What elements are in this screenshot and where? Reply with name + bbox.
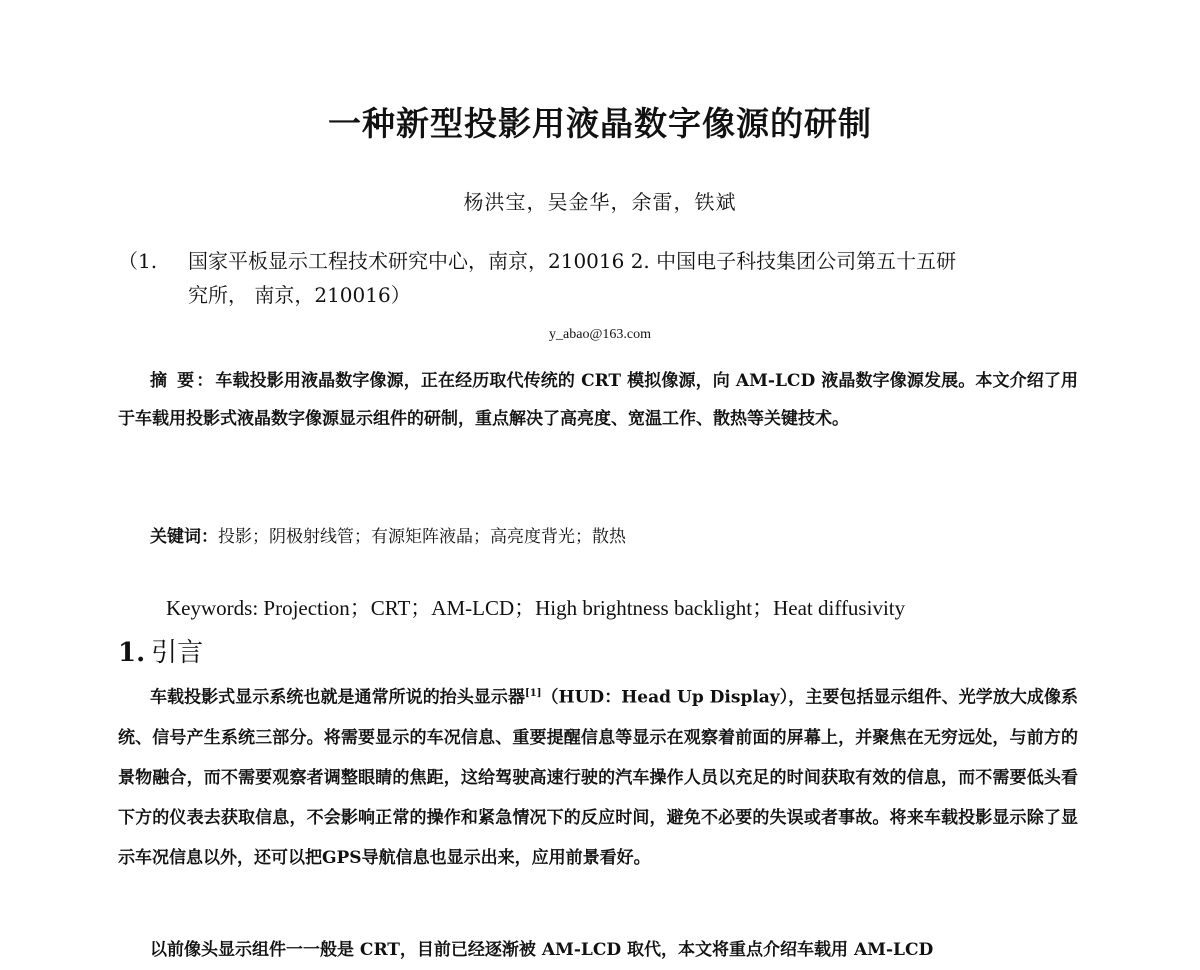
citation-ref: [1] bbox=[525, 688, 542, 699]
affiliation bbox=[118, 244, 1078, 312]
keywords-chinese bbox=[150, 522, 626, 547]
affiliation-line-2: 究所， 南京，210016） bbox=[188, 283, 411, 307]
affiliation-text-1: 国家平板显示工程技术研究中心，南京，210016 2. 中国电子科技集团公司第五十五研 bbox=[188, 249, 957, 273]
keywords-english: Keywords: Projection；CRT；AM-LCD；High brightness backlight；Heat diffusivity bbox=[166, 596, 906, 620]
author-email: y_abao@163.com bbox=[549, 327, 651, 342]
author-list: 杨洪宝，吴金华，余雷，铁斌 bbox=[463, 190, 737, 214]
section-title: 引言 bbox=[151, 638, 204, 668]
keywords-chinese-label: 关键词： bbox=[150, 527, 218, 547]
body-paragraph-1 bbox=[118, 674, 1078, 878]
affiliation-number: （1. bbox=[118, 249, 158, 273]
section-heading bbox=[118, 632, 203, 669]
keywords-chinese-text: 投影；阴极射线管；有源矩阵液晶；高亮度背光；散热 bbox=[218, 527, 626, 547]
affiliation-line-1 bbox=[118, 244, 1078, 278]
paragraph-1-part-b: （HUD：Head Up Display），主要包括显示组件、光学放大成像系统、信号产生系统三部分。将需要显示的车况信息、重要提醒信息等显示在观察着前面的屏幕上，并聚焦在无穷远处，与前方的景物融合，而不需要观察者调整眼睛的焦距，这给驾驶高速行驶的汽车操作人员以充足的时间获取有效的信息，而不需要低头看下方的仪表去获取信息，不会影响正常的操作和紧急情况下的反应时间，避免不必要的失误或者事故。将来车载投影显示除了显示车况信息以外，还可以把GPS导航信息也显示出来，应用前景看好。 bbox=[118, 687, 1079, 868]
abstract bbox=[118, 362, 1078, 438]
body-paragraph-2: 以前像头显示组件一一般是 CRT，目前已经逐渐被 AM-LCD 取代，本文将重点介绍车载用 AM-LCD bbox=[150, 940, 934, 960]
paragraph-1-part-a: 车载投影式显示系统也就是通常所说的抬头显示器 bbox=[150, 687, 526, 708]
abstract-text: 车载投影用液晶数字像源，正在经历取代传统的 CRT 模拟像源，向 AM-LCD 液晶数字像源发展。本文介绍了用于车载用投影式液晶数字像源显示组件的研制，重点解决了高亮度、宽温工作、散热等关键技术。 bbox=[118, 371, 1078, 429]
abstract-label: 摘 要： bbox=[150, 371, 216, 391]
paper-title: 一种新型投影用液晶数字像源的研制 bbox=[328, 104, 872, 143]
section-number: 1. bbox=[118, 638, 146, 668]
